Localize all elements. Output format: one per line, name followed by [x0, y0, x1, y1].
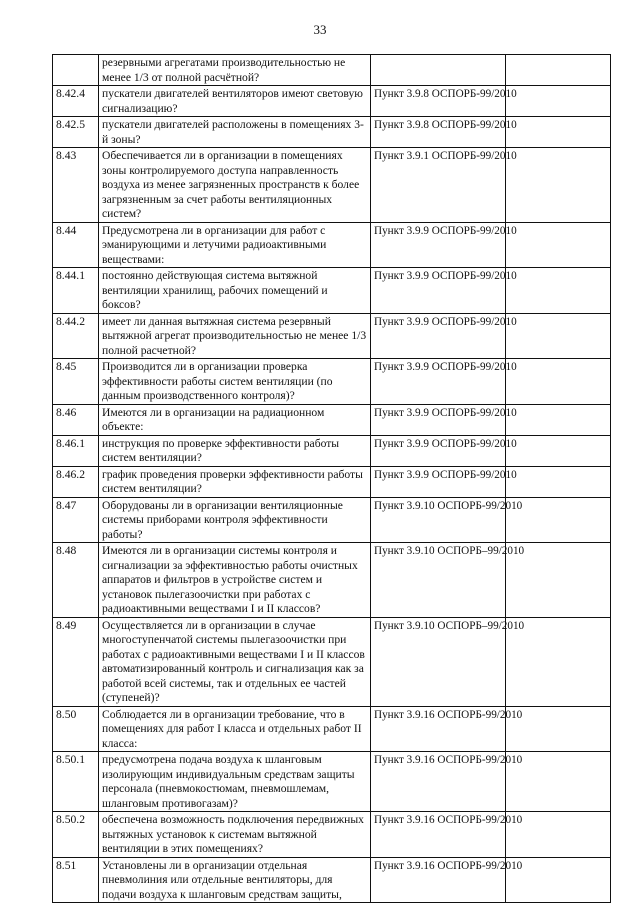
answer-cell [506, 359, 611, 405]
table-row [53, 466, 611, 497]
requirement-question: Соблюдается ли в организации требование, что в помещениях для работ I класса и отдельных работ II класса: [99, 706, 371, 752]
item-number: 8.44.1 [53, 268, 99, 314]
requirement-question: обеспечена возможность подключения передвижных вытяжных установок к системам вытяжной вентиляции в этих помещениях? [99, 812, 371, 858]
requirement-question: инструкция по проверке эффективности работы систем вентиляции? [99, 435, 371, 466]
answer-cell [506, 313, 611, 359]
requirement-question: Имеются ли в организации на радиационном объекте: [99, 404, 371, 435]
requirement-question: пускатели двигателей расположены в помещениях 3-й зоны? [99, 117, 371, 148]
answer-cell [506, 268, 611, 314]
item-number: 8.46.1 [53, 435, 99, 466]
table-row [53, 222, 611, 268]
table-row [53, 752, 611, 812]
item-number: 8.51 [53, 857, 99, 903]
answer-cell [506, 404, 611, 435]
answer-cell [506, 148, 611, 223]
item-number: 8.42.5 [53, 117, 99, 148]
table-row [53, 706, 611, 752]
checklist-table-body [53, 55, 611, 903]
regulation-reference: Пункт 3.9.9 ОСПОРБ-99/2010 [371, 268, 506, 314]
requirement-question: постоянно действующая система вытяжной вентиляции хранилищ, рабочих помещений и боксов? [99, 268, 371, 314]
requirement-question: Предусмотрена ли в организации для работ с эманирующими и летучими радиоактивными веществами: [99, 222, 371, 268]
regulation-reference [371, 55, 506, 86]
regulation-reference: Пункт 3.9.8 ОСПОРБ-99/2010 [371, 117, 506, 148]
table-row [53, 148, 611, 223]
requirement-question: резервными агрегатами производительностью не менее 1/3 от полной расчётной? [99, 55, 371, 86]
regulation-reference: Пункт 3.9.9 ОСПОРБ-99/2010 [371, 404, 506, 435]
table-row [53, 857, 611, 903]
answer-cell [506, 86, 611, 117]
item-number: 8.45 [53, 359, 99, 405]
regulation-reference: Пункт 3.9.16 ОСПОРБ-99/2010 [371, 706, 506, 752]
item-number: 8.49 [53, 617, 99, 706]
regulation-reference: Пункт 3.9.8 ОСПОРБ-99/2010 [371, 86, 506, 117]
answer-cell [506, 222, 611, 268]
item-number: 8.50.1 [53, 752, 99, 812]
requirement-question: Имеются ли в организации системы контроля и сигнализации за эффективностью работы очистных аппаратов и фильтров в устройстве систем и установок пылегазоочистки при работах с радиоактивными веществами I и II классов? [99, 543, 371, 618]
item-number: 8.44 [53, 222, 99, 268]
item-number: 8.46.2 [53, 466, 99, 497]
table-row [53, 86, 611, 117]
regulation-reference: Пункт 3.9.16 ОСПОРБ-99/2010 [371, 752, 506, 812]
answer-cell [506, 117, 611, 148]
requirement-question: предусмотрена подача воздуха к шланговым изолирующим индивидуальным средствам защиты персонала (пневмокостюмам, пневмошлемам, шланговым противогазам)? [99, 752, 371, 812]
table-row [53, 497, 611, 543]
regulation-reference: Пункт 3.9.9 ОСПОРБ-99/2010 [371, 466, 506, 497]
table-row [53, 617, 611, 706]
answer-cell [506, 435, 611, 466]
requirement-question: имеет ли данная вытяжная система резервный вытяжной агрегат производительностью не менее 1/3 полной расчетной? [99, 313, 371, 359]
regulation-reference: Пункт 3.9.9 ОСПОРБ-99/2010 [371, 222, 506, 268]
item-number: 8.48 [53, 543, 99, 618]
regulation-reference: Пункт 3.9.10 ОСПОРБ–99/2010 [371, 617, 506, 706]
checklist-table [52, 54, 611, 903]
regulation-reference: Пункт 3.9.9 ОСПОРБ-99/2010 [371, 359, 506, 405]
table-row [53, 812, 611, 858]
regulation-reference: Пункт 3.9.10 ОСПОРБ–99/2010 [371, 543, 506, 618]
regulation-reference: Пункт 3.9.16 ОСПОРБ-99/2010 [371, 812, 506, 858]
table-row [53, 313, 611, 359]
item-number [53, 55, 99, 86]
answer-cell [506, 55, 611, 86]
item-number: 8.43 [53, 148, 99, 223]
regulation-reference: Пункт 3.9.16 ОСПОРБ-99/2010 [371, 857, 506, 903]
table-row [53, 55, 611, 86]
regulation-reference: Пункт 3.9.10 ОСПОРБ-99/2010 [371, 497, 506, 543]
item-number: 8.44.2 [53, 313, 99, 359]
answer-cell [506, 466, 611, 497]
requirement-question: пускатели двигателей вентиляторов имеют световую сигнализацию? [99, 86, 371, 117]
requirement-question: график проведения проверки эффективности работы систем вентиляции? [99, 466, 371, 497]
table-row [53, 359, 611, 405]
item-number: 8.42.4 [53, 86, 99, 117]
table-row [53, 117, 611, 148]
regulation-reference: Пункт 3.9.1 ОСПОРБ-99/2010 [371, 148, 506, 223]
table-row [53, 268, 611, 314]
item-number: 8.50 [53, 706, 99, 752]
requirement-question: Производится ли в организации проверка эффективности работы систем вентиляции (по данным производственного контроля)? [99, 359, 371, 405]
requirement-question: Оборудованы ли в организации вентиляционные системы приборами контроля эффективности работы? [99, 497, 371, 543]
table-row [53, 435, 611, 466]
regulation-reference: Пункт 3.9.9 ОСПОРБ-99/2010 [371, 313, 506, 359]
requirement-question: Осуществляется ли в организации в случае многоступенчатой системы пылегазоочистки при работах с радиоактивными веществами I и II классов автоматизированный контроль и сигнализация как за работой всей системы, так и отдельных ее частей (ступеней)? [99, 617, 371, 706]
item-number: 8.47 [53, 497, 99, 543]
item-number: 8.46 [53, 404, 99, 435]
requirement-question: Обеспечивается ли в организации в помещениях зоны контролируемого доступа направленность воздуха из менее загрязненных пространств к более загрязненным за счет работы вентиляционных систем? [99, 148, 371, 223]
item-number: 8.50.2 [53, 812, 99, 858]
table-row [53, 543, 611, 618]
requirement-question: Установлены ли в организации отдельная пневмолиния или отдельные вентиляторы, для подачи воздуха к шланговым средствам защиты, [99, 857, 371, 903]
table-row [53, 404, 611, 435]
regulation-reference: Пункт 3.9.9 ОСПОРБ-99/2010 [371, 435, 506, 466]
page-number: 33 [313, 22, 327, 37]
